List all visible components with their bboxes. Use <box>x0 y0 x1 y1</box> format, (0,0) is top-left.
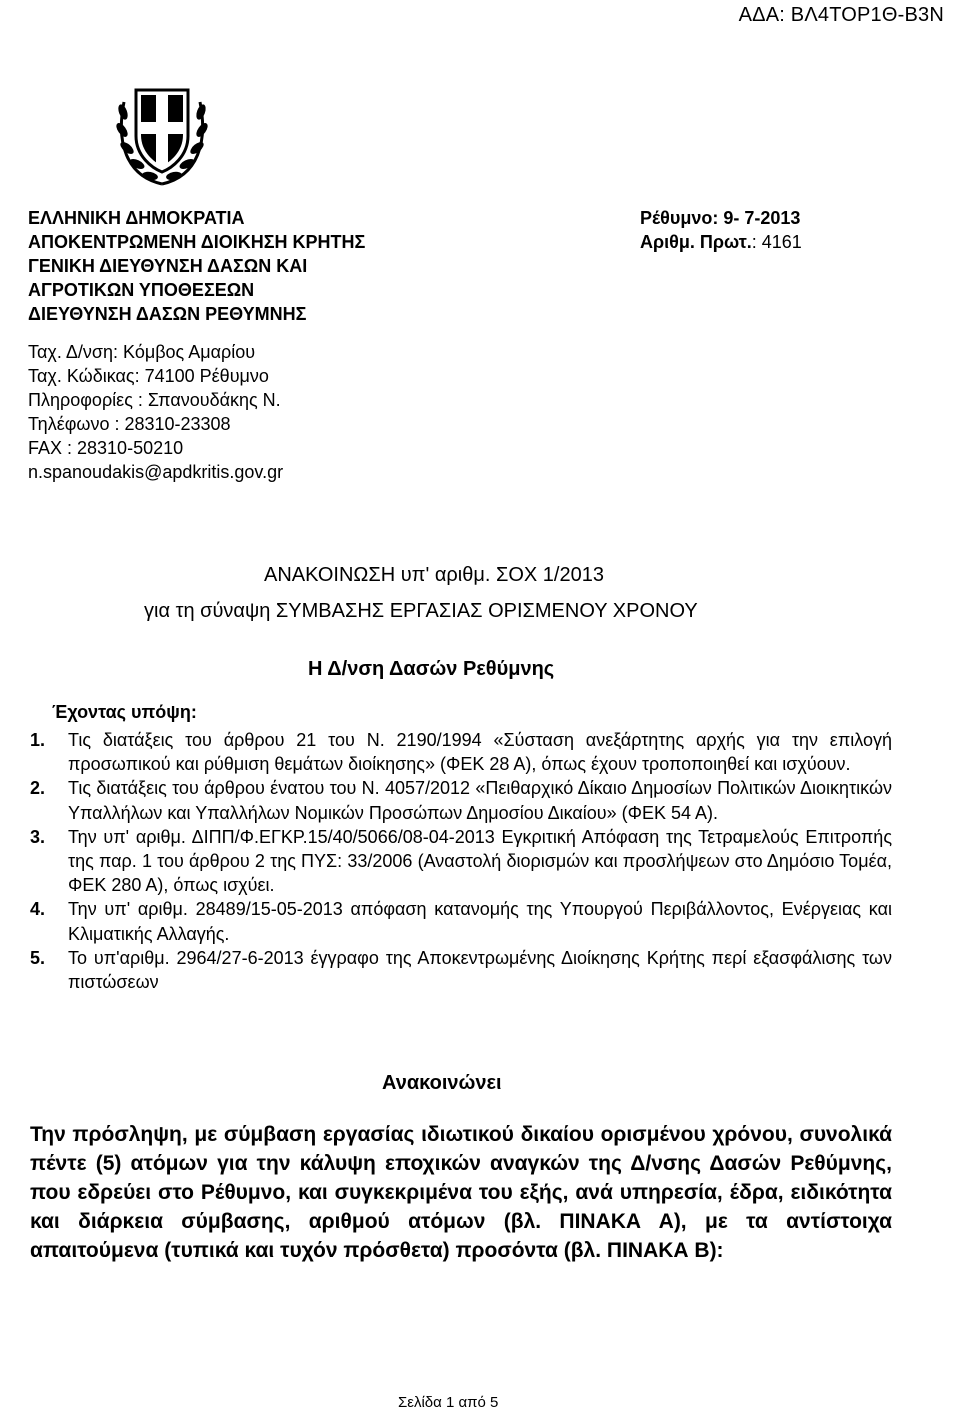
issuer-line: ΓΕΝΙΚΗ ΔΙΕΥΘΥΝΣΗ ΔΑΣΩΝ ΚΑΙ <box>28 256 308 276</box>
having-in-mind-heading: Έχοντας υπόψη: <box>52 702 197 722</box>
page-number: Σελίδα 1 από 5 <box>398 1394 499 1411</box>
issuer-line: ΕΛΛΗΝΙΚΗ ΔΗΜΟΚΡΑΤΙΑ <box>28 208 245 228</box>
list-item <box>30 728 892 776</box>
list-item-number: 2. <box>30 778 46 799</box>
list-item <box>30 897 892 945</box>
announcement-title: ΑΝΑΚΟΙΝΩΣΗ υπ' αριθμ. ΣΟΧ 1/2013 <box>264 564 604 586</box>
contact-line: FAX : 28310-50210 <box>28 438 184 458</box>
announces-heading: Ανακοινώνει <box>382 1072 502 1094</box>
contact-line: Ταχ. Κώδικας: 74100 Ρέθυμνο <box>28 366 269 386</box>
protocol-label: Αριθμ. Πρωτ. <box>640 232 752 252</box>
date-protocol-block <box>640 206 802 254</box>
list-item-number: 1. <box>30 730 46 750</box>
ada-code: ΑΔΑ: ΒΛ4ΤΟΡ1Θ-Β3Ν <box>738 4 944 26</box>
contact-line: Πληροφορίες : Σπανουδάκης Ν. <box>28 390 281 410</box>
protocol-number: : 4161 <box>751 232 802 252</box>
list-item <box>30 825 892 898</box>
list-item-number: 3. <box>30 826 46 847</box>
authority-title: Η Δ/νση Δασών Ρεθύμνης <box>308 658 555 680</box>
announcement-subtitle: για τη σύναψη ΣΥΜΒΑΣΗΣ ΕΡΓΑΣΙΑΣ ΟΡΙΣΜΕΝΟΥ ΧΡΟΝΟΥ <box>144 600 698 622</box>
list-item-text: Τις διατάξεις του άρθρου ένατου του Ν. 4057/2012 «Πειθαρχικό Δίκαιο Δημοσίων Πολιτικών Διοικητικών Υπαλλήλων και Υπαλλήλων Νομικών Προσώπων Δημοσίου Δικαίου» (ΦΕΚ 54 Α). <box>68 778 892 823</box>
issuer-line: ΔΙΕΥΘΥΝΣΗ ΔΑΣΩΝ ΡΕΘΥΜΝΗΣ <box>28 304 307 324</box>
list-item-number: 5. <box>30 947 46 968</box>
announcement-body: Την πρόσληψη, με σύμβαση εργασίας ιδιωτικού δικαίου ορισμένου χρόνου, συνολικά πέντε (5) ατόμων για την κάλυψη εποχικών αναγκών της Δ/νσης Δασών Ρεθύμνης, που εδρεύει στο Ρέθυμνο, και συγκεκριμένα του εξής, ανά υπηρεσία, έδρα, ειδικότητα και διάρκεια σύμβασης, αριθμού ατόμων (βλ. ΠΙΝΑΚΑ Α), με τα αντίστοιχα απαιτούμενα (τυπικά και τυχόν πρόσθετα) προσόντα (βλ. ΠΙΝΑΚΑ Β): <box>30 1123 892 1262</box>
greek-coat-of-arms-icon <box>112 72 212 192</box>
list-item-text: Τις διατάξεις του άρθρου 21 του Ν. 2190/1994 «Σύσταση ανεξάρτητης αρχής για την επιλογή προσωπικού και ρύθμιση θεμάτων διοίκησης» (ΦΕΚ 28 Α), όπως έχουν τροποποιηθεί και ισχύουν. <box>68 730 892 775</box>
list-item-text: Την υπ' αριθμ. 28489/15-05-2013 απόφαση κατανομής της Υπουργού Περιβάλλοντος, Ενέργειας και Κλιματικής Αλλαγής. <box>68 899 892 944</box>
legal-basis-list <box>30 728 892 994</box>
issuer-line: ΑΓΡΟΤΙΚΩΝ ΥΠΟΘΕΣΕΩΝ <box>28 280 255 300</box>
list-item-number: 4. <box>30 899 46 920</box>
contact-line: Ταχ. Δ/νση: Κόμβος Αμαρίου <box>28 342 256 362</box>
list-item <box>30 776 892 824</box>
list-item <box>30 946 892 994</box>
issuer-line: ΑΠΟΚΕΝΤΡΩΜΕΝΗ ΔΙΟΙΚΗΣΗ ΚΡΗΤΗΣ <box>28 232 366 252</box>
list-item-text: Το υπ'αριθμ. 2964/27-6-2013 έγγραφο της Αποκεντρωμένης Διοίκησης Κρήτης περί εξασφάλισης των πιστώσεων <box>68 947 892 993</box>
contact-line: Τηλέφωνο : 28310-23308 <box>28 414 231 434</box>
contact-block <box>28 340 283 484</box>
contact-email: n.spanoudakis@apdkritis.gov.gr <box>28 462 284 482</box>
protocol-line <box>640 230 802 254</box>
list-item-text: Την υπ' αριθμ. ΔΙΠΠ/Φ.ΕΓΚΡ.15/40/5066/08-04-2013 Εγκριτική Απόφαση της Τετραμελούς Επιτροπής της παρ. 1 του άρθρου 2 της ΠΥΣ: 33/2006 (Αναστολή διορισμών και προσλήψεων στο Δημόσιο Τομέα, ΦΕΚ 280 Α), όπως ισχύει. <box>68 826 892 896</box>
document-date: Ρέθυμνο: 9- 7-2013 <box>640 208 801 228</box>
issuer-block <box>28 206 365 326</box>
